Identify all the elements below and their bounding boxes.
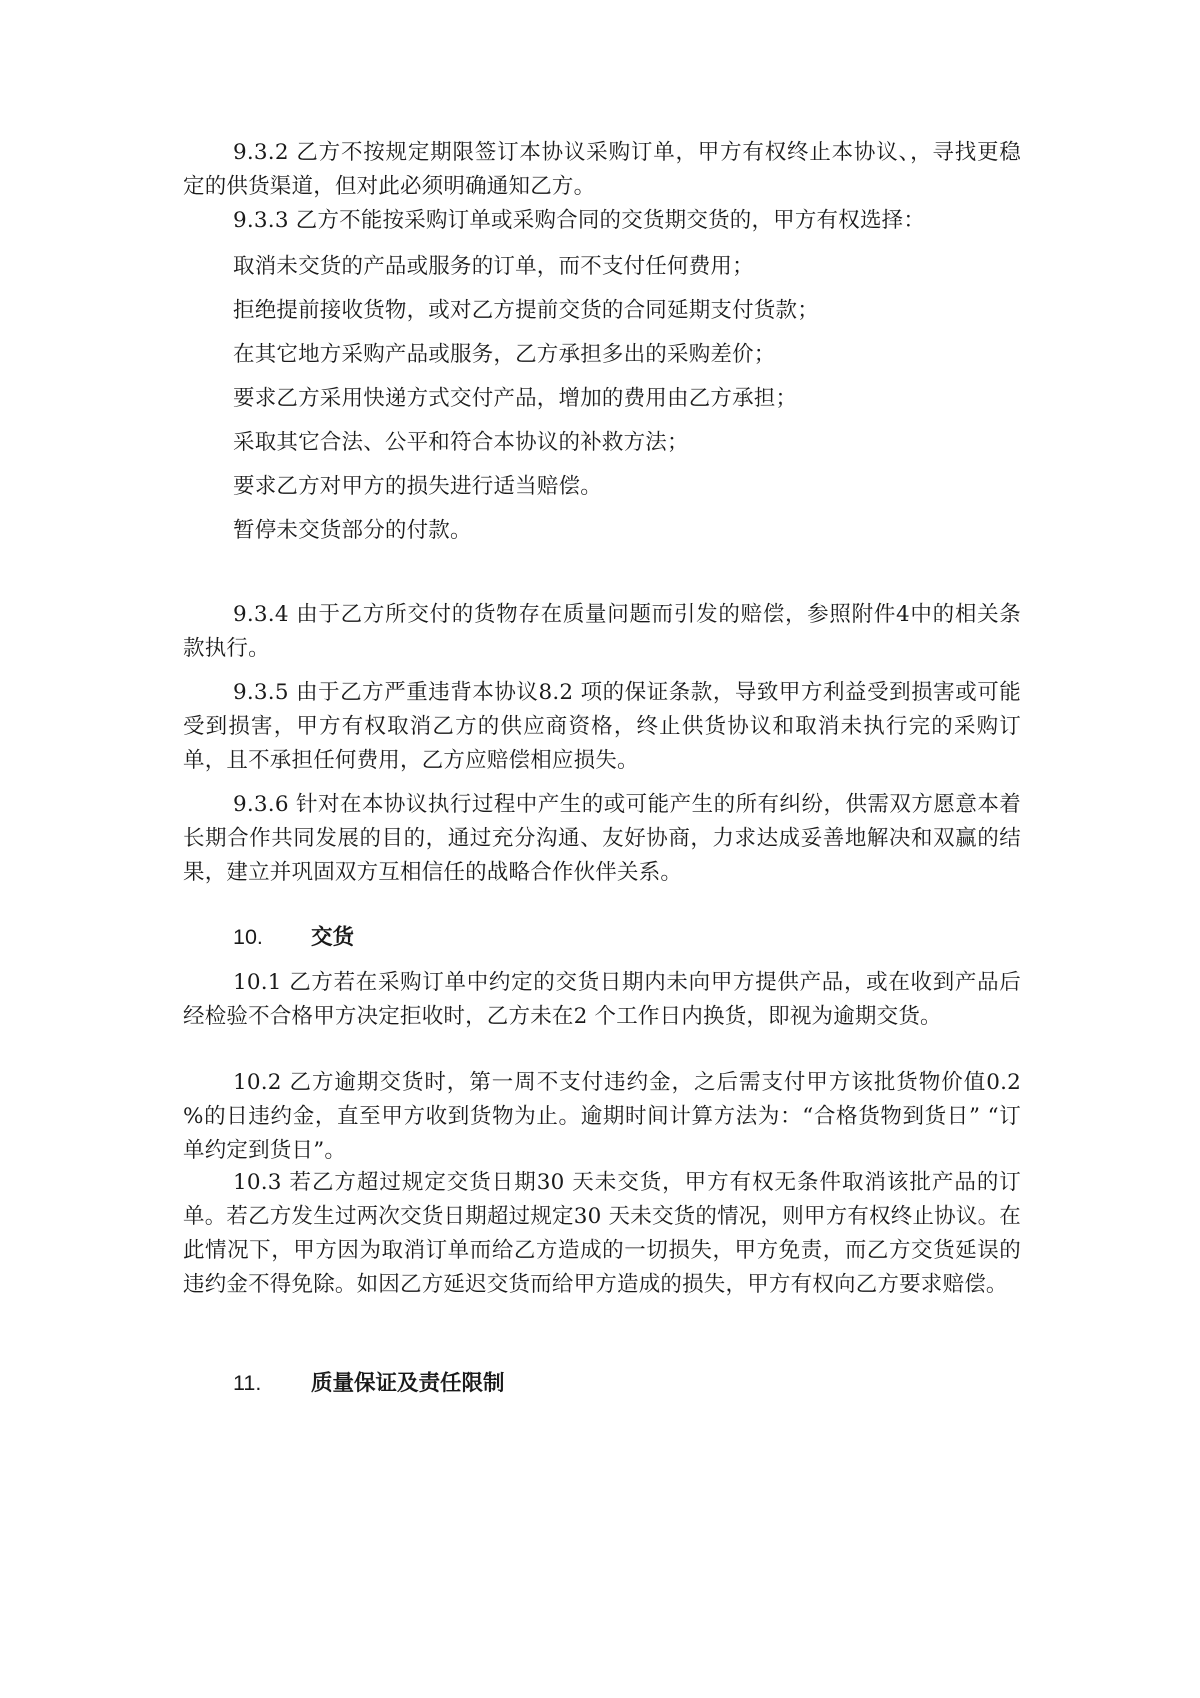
clause-9-3-4: 9.3.4 由于乙方所交付的货物存在质量问题而引发的赔偿，参照附件4中的相关条款执行。 xyxy=(183,602,1021,661)
section-11-heading xyxy=(233,1366,505,1401)
clause-9-3-6: 9.3.6 针对在本协议执行过程中产生的或可能产生的所有纠纷，供需双方愿意本着长期合作共同发展的目的，通过充分沟通、友好协商，力求达成妥善地解决和双赢的结果，建立并巩固双方互相信任的战略合作伙伴关系。 xyxy=(183,792,1021,885)
clause-10-3: 10.3 若乙方超过规定交货日期30 天未交货，甲方有权无条件取消该批产品的订单。若乙方发生过两次交货日期超过规定30 天未交货的情况，则甲方有权终止协议。在此情况下，甲方因为取消订单而给乙方造成的一切损失，甲方免责，而乙方交货延误的违约金不得免除。如因乙方延迟交货而给甲方造成的损失，甲方有权向乙方要求赔偿。 xyxy=(183,1170,1021,1297)
clause-10-1: 10.1 乙方若在采购订单中约定的交货日期内未向甲方提供产品，或在收到产品后经检验不合格甲方决定拒收时，乙方未在2 个工作日内换货，即视为逾期交货。 xyxy=(183,970,1021,1029)
remedy-item: 拒绝提前接收货物，或对乙方提前交货的合同延期支付货款； xyxy=(233,298,819,323)
clause-9-3-2: 9.3.2 乙方不按规定期限签订本协议采购订单，甲方有权终止本协议、，寻找更稳定的供货渠道，但对此必须明确通知乙方。 xyxy=(183,140,1021,199)
section-title: 交货 xyxy=(311,925,355,950)
section-title: 质量保证及责任限制 xyxy=(311,1371,505,1396)
section-number: 11. xyxy=(233,1371,262,1395)
remedy-item: 暂停未交货部分的付款。 xyxy=(233,518,472,543)
clause-9-3-3: 9.3.3 乙方不能按采购订单或采购合同的交货期交货的，甲方有权选择： xyxy=(233,208,926,233)
remedy-item: 要求乙方对甲方的损失进行适当赔偿。 xyxy=(233,474,602,499)
remedy-item: 要求乙方采用快递方式交付产品，增加的费用由乙方承担； xyxy=(233,386,798,411)
section-number: 10. xyxy=(233,925,263,949)
remedy-item: 在其它地方采购产品或服务，乙方承担多出的采购差价； xyxy=(233,342,776,367)
remedy-item: 取消未交货的产品或服务的订单，而不支付任何费用； xyxy=(233,254,754,279)
section-10-heading xyxy=(233,920,354,955)
remedy-item: 采取其它合法、公平和符合本协议的补救方法； xyxy=(233,430,689,455)
clause-9-3-5: 9.3.5 由于乙方严重违背本协议8.2 项的保证条款，导致甲方利益受到损害或可能受到损害，甲方有权取消乙方的供应商资格，终止供货协议和取消未执行完的采购订单，且不承担任何费用，乙方应赔偿相应损失。 xyxy=(183,680,1021,773)
clause-10-2: 10.2 乙方逾期交货时，第一周不支付违约金，之后需支付甲方该批货物价值0.2 %的日违约金，直至甲方收到货物为止。逾期时间计算方法为：“合格货物到货日” “订单约定到货日”。 xyxy=(183,1070,1021,1163)
